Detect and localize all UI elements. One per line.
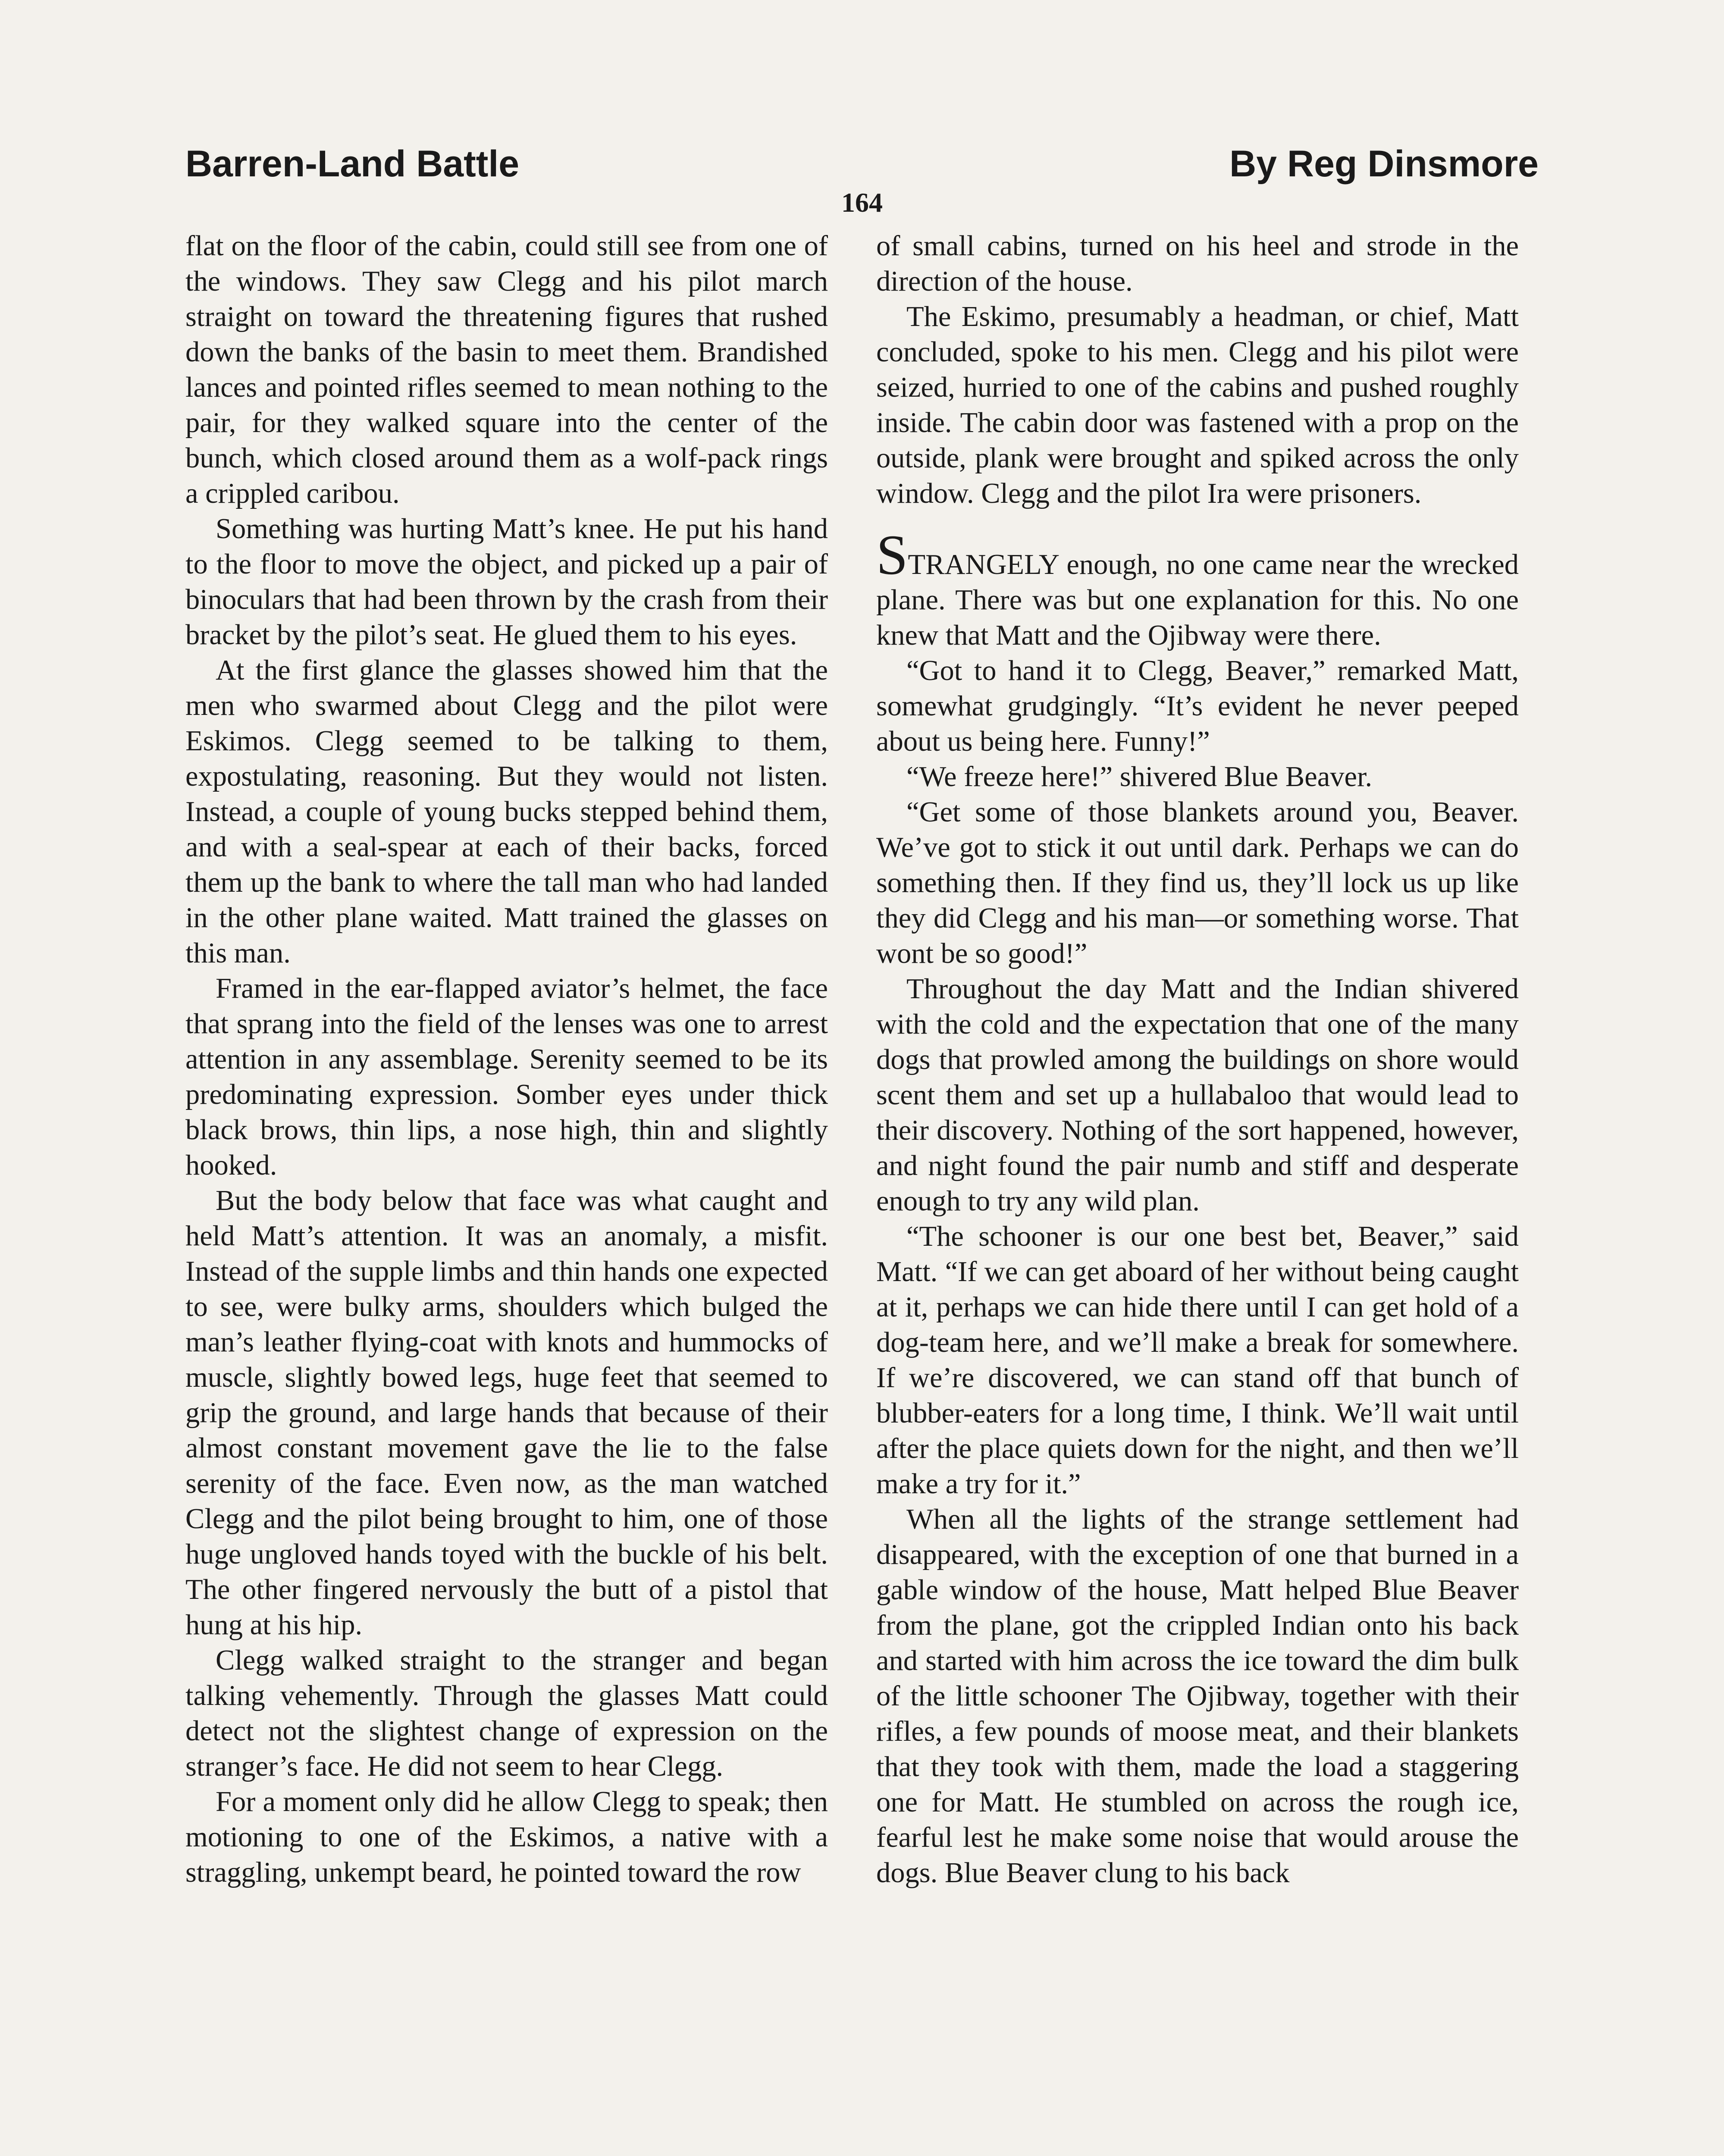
running-head <box>185 138 1539 190</box>
paragraph: Something was hurting Matt’s knee. He put his hand to the floor to move the object, and picked up a pair of binoculars that had been thrown by the crash from their bracket by the pilot’s seat. He glued them to his eyes. <box>185 513 828 651</box>
story-title: Barren-Land Battle <box>185 143 520 185</box>
paragraph: flat on the floor of the cabin, could still see from one of the windows. They saw Clegg and his pilot march straight on toward the threatening figures that rushed down the banks of the basin to meet them. Brandished lances and pointed rifles seemed to mean nothing to the pair, for they walked square into the center of the bunch, which closed around them as a wolf-pack rings a crippled caribou. <box>185 230 828 509</box>
paragraph: of small cabins, turned on his heel and strode in the direction of the house. <box>876 230 1519 297</box>
paragraph: Throughout the day Matt and the Indian shivered with the cold and the expectation that one of the many dogs that prowled among the buildings on shore would scent them and set up a hullabaloo that would lead to their discovery. Nothing of the sort happened, however, and night found the pair numb and stiff and desperate enough to try any wild plan. <box>876 973 1519 1217</box>
paragraph: Framed in the ear-flapped aviator’s helmet, the face that sprang into the field of the lenses was one to arrest attention in any assemblage. Serenity seemed to be its predominating expression. Somber eyes under thick black brows, thin lips, a nose high, thin and slightly hooked. <box>185 973 828 1181</box>
page-number: 164 <box>841 187 883 218</box>
paragraph: “The schooner is our one best bet, Beaver,” said Matt. “If we can get aboard of her without being caught at it, perhaps we can hide there until I can get hold of a dog-team here, and we’ll make a break for somewhere. If we’re discovered, we can stand off that bunch of blubber-eaters for a long time, I think. We’ll wait until after the place quiets down for the night, and then we’ll make a try for it.” <box>876 1221 1519 1500</box>
paragraph: When all the lights of the strange settlement had disappeared, with the exception of one that burned in a gable window of the house, Matt helped Blue Beaver from the plane, got the crippled Indian onto his back and started with him across the ice toward the dim bulk of the little schooner The Ojibway, together with their rifles, a few pounds of moose meat, and their blankets that they took with them, made the load a staggering one for Matt. He stumbled on across the rough ice, fearful lest he make some noise that would arouse the dogs. Blue Beaver clung to his back <box>876 1504 1519 1889</box>
section-start-paragraph <box>876 523 1519 653</box>
paragraph: “Get some of those blankets around you, Beaver. We’ve got to stick it out until dark. Perhaps we can do something then. If they find us, they’ll lock us up like they did Clegg and his man—or something worse. That wont be so good!” <box>876 796 1519 969</box>
byline: By Reg Dinsmore <box>1229 143 1539 185</box>
paragraph: “We freeze here!” shivered Blue Beaver. <box>906 761 1373 793</box>
drop-cap: S <box>876 523 908 586</box>
paragraph: For a moment only did he allow Clegg to speak; then motioning to one of the Eskimos, a native with a straggling, unkempt beard, he pointed toward the row <box>185 1786 828 1888</box>
paragraph: “Got to hand it to Clegg, Beaver,” remarked Matt, somewhat grudgingly. “It’s evident he never peeped about us being here. Funny!” <box>876 655 1519 757</box>
left-column <box>185 229 828 1890</box>
paragraph: The Eskimo, presumably a headman, or chief, Matt concluded, spoke to his men. Clegg and his pilot were seized, hurried to one of the cabins and pushed roughly inside. The cabin door was fastened with a prop on the outside, plank were brought and spiked across the only window. Clegg and the pilot Ira were prisoners. <box>876 301 1519 509</box>
section-start-text: TRANGELY enough, no one came near the wrecked plane. There was but one explanation for this. No one knew that Matt and the Ojibway were there. <box>876 549 1519 651</box>
paragraph: But the body below that face was what caught and held Matt’s attention. It was an anomaly, a misfit. Instead of the supple limbs and thin hands one expected to see, were bulky arms, shoulders which bulged the man’s leather flying-coat with knots and hummocks of muscle, slightly bowed legs, huge feet that seemed to grip the ground, and large hands that because of their almost constant movement gave the lie to the false serenity of the face. Even now, as the man watched Clegg and the pilot being brought to him, one of those huge ungloved hands toyed with the buckle of his belt. The other fingered nervously the butt of a pistol that hung at his hip. <box>185 1185 828 1641</box>
paragraph: At the first glance the glasses showed him that the men who swarmed about Clegg and the pilot were Eskimos. Clegg seemed to be talking to them, expostulating, reasoning. But they would not listen. Instead, a couple of young bucks stepped behind them, and with a seal-spear at each of their backs, forced them up the bank to where the tall man who had landed in the other plane waited. Matt trained the glasses on this man. <box>185 655 828 969</box>
right-column <box>876 229 1519 1891</box>
paragraph: Clegg walked straight to the stranger and began talking vehemently. Through the glasses Matt could detect not the slightest change of expression on the stranger’s face. He did not seem to hear Clegg. <box>185 1645 828 1782</box>
